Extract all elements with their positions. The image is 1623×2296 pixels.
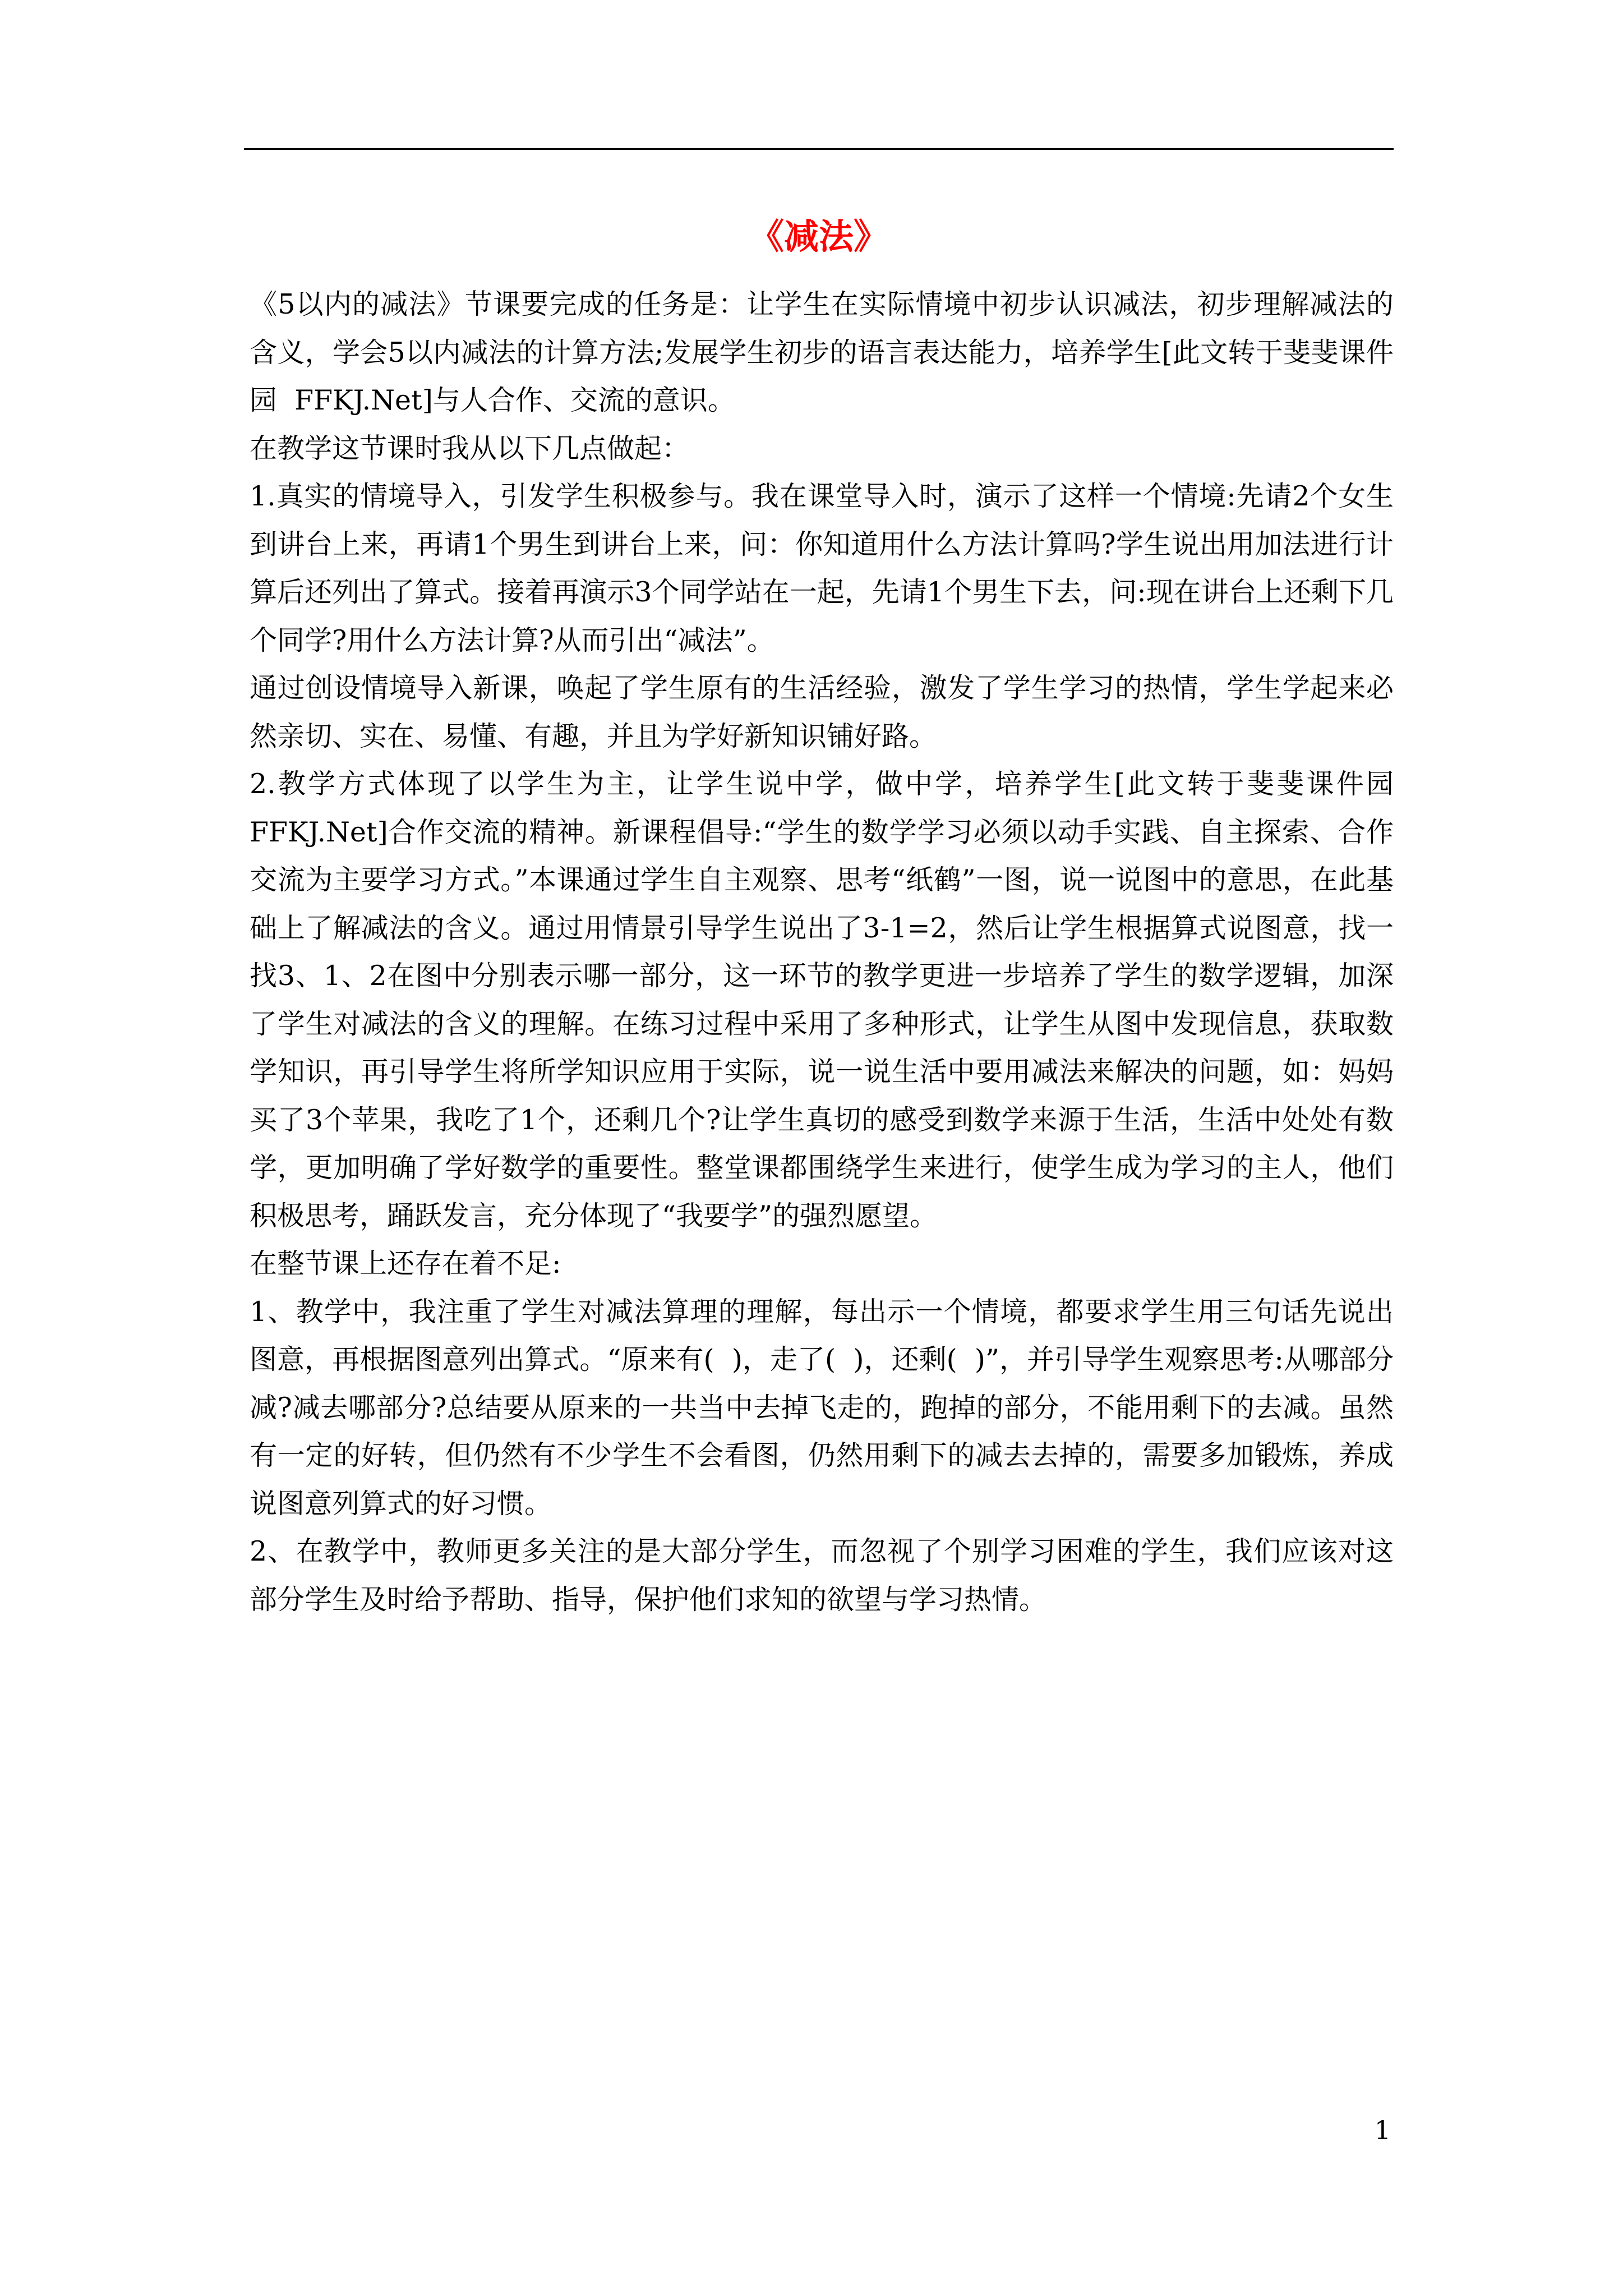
- document-title: 《减法》: [749, 216, 888, 257]
- paragraph-point-1-followup: 通过创设情境导入新课，唤起了学生原有的生活经验，激发了学生学习的热情，学生学起来必然亲切、实在、易懂、有趣，并且为学好新知识铺好路。: [250, 672, 1394, 752]
- document-body: [250, 280, 1412, 1623]
- paragraph-intro: 《5以内的减法》节课要完成的任务是：让学生在实际情境中初步认识减法，初步理解减法的含义，学会5以内减法的计算方法;发展学生初步的语言表达能力，培养学生[此文转于斐斐课件园 FFKJ.Net]与人合作、交流的意识。: [250, 288, 1394, 416]
- header-rule: [244, 148, 1394, 150]
- paragraph-shortcomings-heading: 在整节课上还存在着不足:: [250, 1248, 561, 1280]
- paragraph-lead: 在教学这节课时我从以下几点做起：: [250, 432, 690, 464]
- page-number: 1: [1374, 2115, 1391, 2145]
- paragraph-point-1: 1.真实的情境导入，引发学生积极参与。我在课堂导入时，演示了这样一个情境:先请2个女生到讲台上来，再请1个男生到讲台上来，问：你知道用什么方法计算吗?学生说出用加法进行计算后还列出了算式。接着再演示3个同学站在一起，先请1个男生下去，问:现在讲台上还剩下几个同学?用什么方法计算?从而引出“减法”。: [250, 480, 1394, 656]
- paragraph-point-2: 2.教学方式体现了以学生为主，让学生说中学，做中学，培养学生[此文转于斐斐课件园 FFKJ.Net]合作交流的精神。新课程倡导:“学生的数学学习必须以动手实践、自主探索、合作交流为主要学习方式。”本课通过学生自主观察、思考“纸鹤”一图，说一说图中的意思，在此基础上了解减法的含义。通过用情景引导学生说出了3-1=2，然后让学生根据算式说图意，找一找3、1、2在图中分别表示哪一部分，这一环节的教学更进一步培养了学生的数学逻辑，加深了学生对减法的含义的理解。在练习过程中采用了多种形式，让学生从图中发现信息，获取数学知识，再引导学生将所学知识应用于实际，说一说生活中要用减法来解决的问题，如：妈妈买了3个苹果，我吃了1个，还剩几个?让学生真切的感受到数学来源于生活，生活中处处有数学，更加明确了学好数学的重要性。整堂课都围绕学生来进行，使学生成为学习的主人，他们积极思考，踊跃发言，充分体现了“我要学”的强烈愿望。: [250, 768, 1412, 1232]
- paragraph-shortcoming-1: 1、教学中，我注重了学生对减法算理的理解，每出示一个情境，都要求学生用三句话先说出图意，再根据图意列出算式。“原来有( )，走了( )，还剩( )”，并引导学生观察思考:从哪部分减?减去哪部分?总结要从原来的一共当中去掉飞走的，跑掉的部分，不能用剩下的去减。虽然有一定的好转，但仍然有不少学生不会看图，仍然用剩下的减去去掉的，需要多加锻炼，养成说图意列算式的好习惯。: [250, 1295, 1394, 1520]
- paragraph-shortcoming-2: 2、在教学中，教师更多关注的是大部分学生，而忽视了个别学习困难的学生，我们应该对这部分学生及时给予帮助、指导，保护他们求知的欲望与学习热情。: [250, 1535, 1394, 1616]
